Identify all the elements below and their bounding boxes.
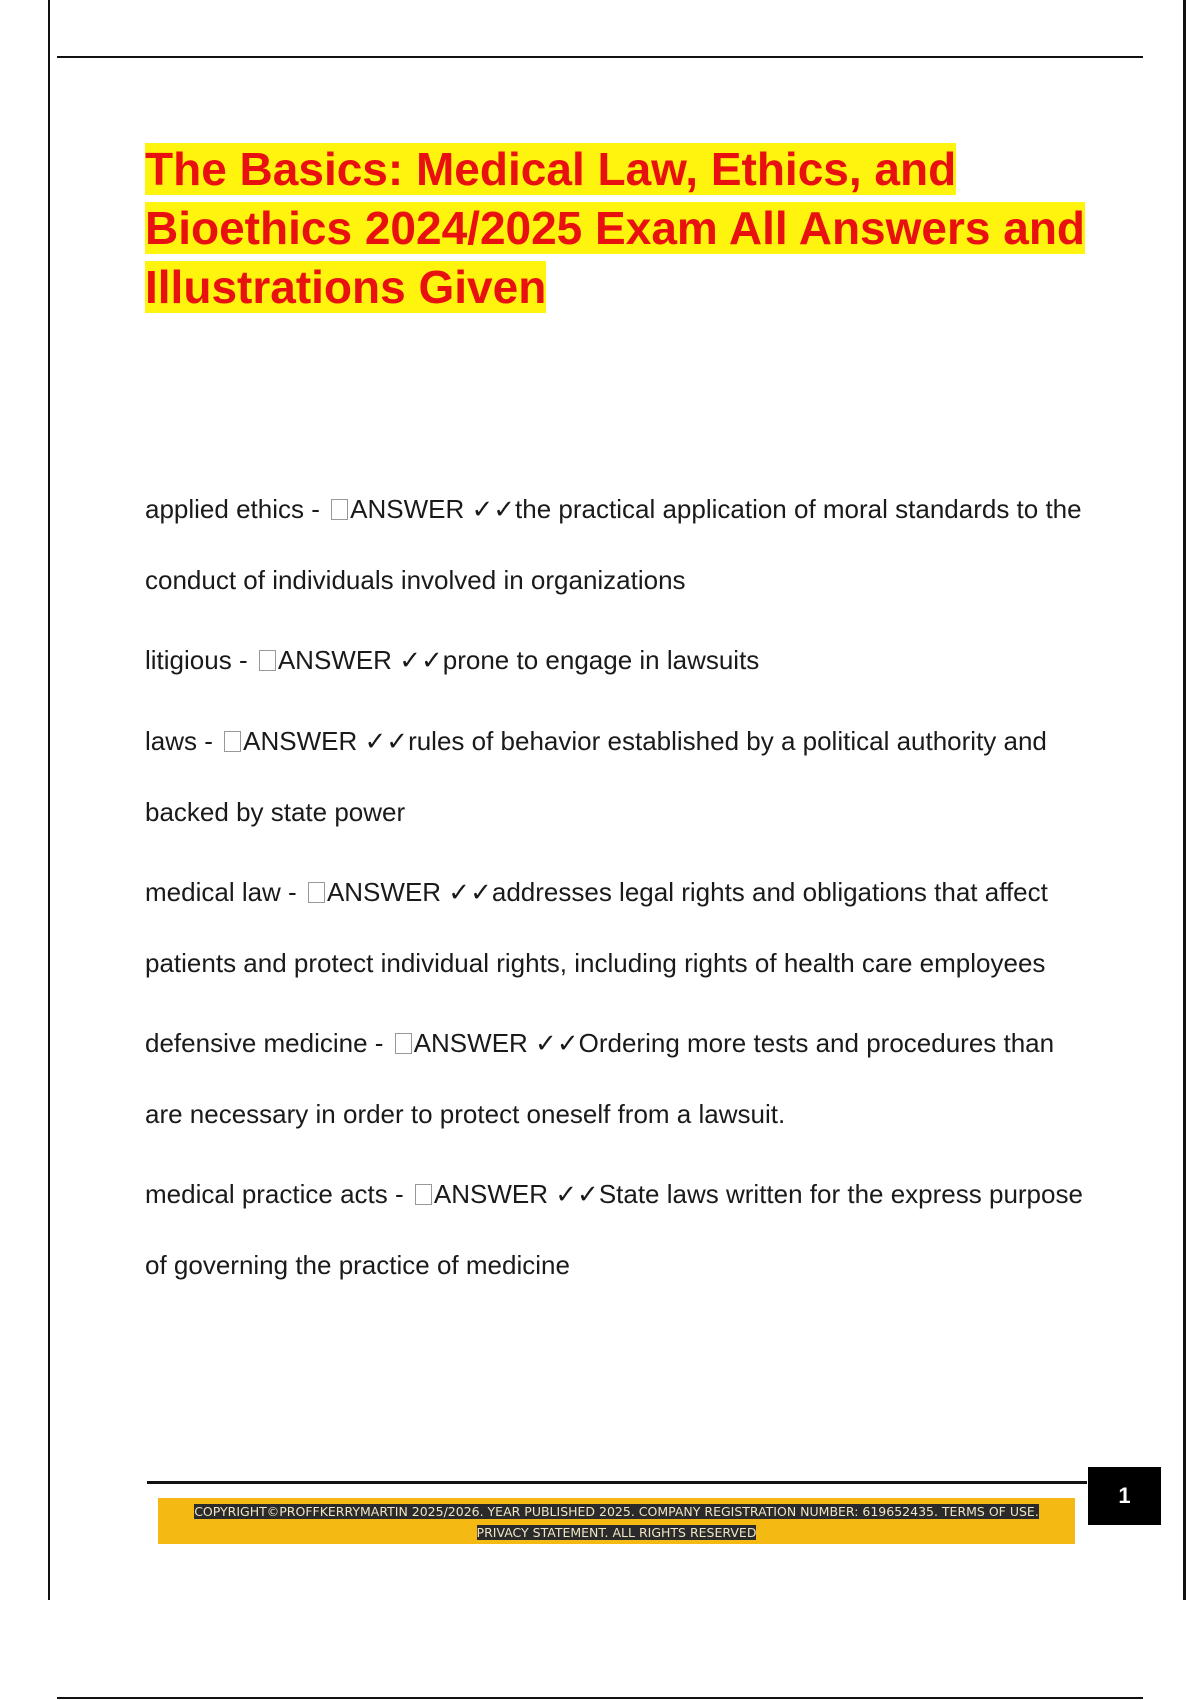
entry-term: medical law (145, 877, 281, 907)
list-item: defensive medicine - ANSWER ✓✓Ordering more tests and procedures than are necessary in order to protect oneself from a lawsuit. (145, 1028, 1055, 1129)
document-title (145, 140, 1095, 317)
double-check-icon: ✓✓ (364, 727, 409, 757)
missing-glyph-icon (331, 499, 348, 520)
footer-rule (147, 1481, 1087, 1484)
header-rule (57, 56, 1143, 58)
answer-marker: ANSWER (413, 1028, 528, 1058)
entry-definition: rules of behavior established by a political authority and backed by state power (145, 726, 1047, 827)
copyright-line-1: COPYRIGHT©PROFFKERRYMARTIN 2025/2026. YEAR PUBLISHED 2025. COMPANY REGISTRATION NUMBER: 619652435. TERMS OF USE. (194, 1504, 1039, 1519)
answer-marker: ANSWER (350, 494, 465, 524)
entry-term: applied ethics (145, 494, 304, 524)
entry-term: defensive medicine (145, 1028, 368, 1058)
entry-definition: State laws written for the express purpose of governing the practice of medicine (145, 1179, 1083, 1280)
answer-marker: ANSWER (326, 877, 442, 907)
document-title-text: The Basics: Medical Law, Ethics, and Bioethics 2024/2025 Exam All Answers and Illustrations Given (145, 143, 1086, 313)
copyright-line-2: PRIVACY STATEMENT. ALL RIGHTS RESERVED (476, 1525, 757, 1540)
list-item: laws - ANSWER ✓✓rules of behavior established by a political authority and backed by state power (145, 726, 1047, 827)
double-check-icon: ✓✓ (555, 1180, 599, 1210)
missing-glyph-icon (308, 882, 325, 903)
list-item: medical law - ANSWER ✓✓addresses legal rights and obligations that affect patients and protect individual rights, including rights of health care employees (145, 877, 1048, 978)
entry-term: litigious (145, 645, 232, 675)
answer-marker: ANSWER (243, 726, 358, 756)
missing-glyph-icon (395, 1033, 412, 1054)
list-item: applied ethics - ANSWER ✓✓the practical application of moral standards to the conduct of individuals involved in organizations (145, 494, 1082, 595)
answer-marker: ANSWER (433, 1179, 548, 1209)
entry-definition: the practical application of moral standards to the conduct of individuals involved in organizations (145, 494, 1082, 595)
missing-glyph-icon (415, 1184, 432, 1205)
answer-marker: ANSWER (277, 645, 392, 675)
list-item: litigious - ANSWER ✓✓prone to engage in lawsuits (145, 645, 760, 676)
double-check-icon: ✓✓ (448, 878, 492, 908)
copyright-notice (170, 1501, 1063, 1543)
page-frame-right (1183, 0, 1186, 1600)
list-item: medical practice acts - ANSWER ✓✓State laws written for the express purpose of governing the practice of medicine (145, 1179, 1083, 1280)
entry-definition: addresses legal rights and obligations that affect patients and protect individual rights, including rights of health care employees (145, 877, 1048, 978)
entry-term: laws (145, 726, 198, 756)
entry-definition: Ordering more tests and procedures than are necessary in order to protect oneself from a lawsuit. (145, 1028, 1055, 1129)
double-check-icon: ✓✓ (535, 1029, 579, 1059)
double-check-icon: ✓✓ (399, 646, 443, 676)
entry-term: medical practice acts (145, 1179, 388, 1209)
page-frame-left (48, 0, 50, 1600)
page-number: 1 (1088, 1467, 1161, 1525)
double-check-icon: ✓✓ (471, 495, 516, 525)
flashcard-list (145, 474, 1095, 1310)
next-page-rule (57, 1697, 1143, 1699)
entry-definition: prone to engage in lawsuits (442, 645, 760, 675)
missing-glyph-icon (224, 731, 241, 752)
missing-glyph-icon (259, 650, 276, 671)
